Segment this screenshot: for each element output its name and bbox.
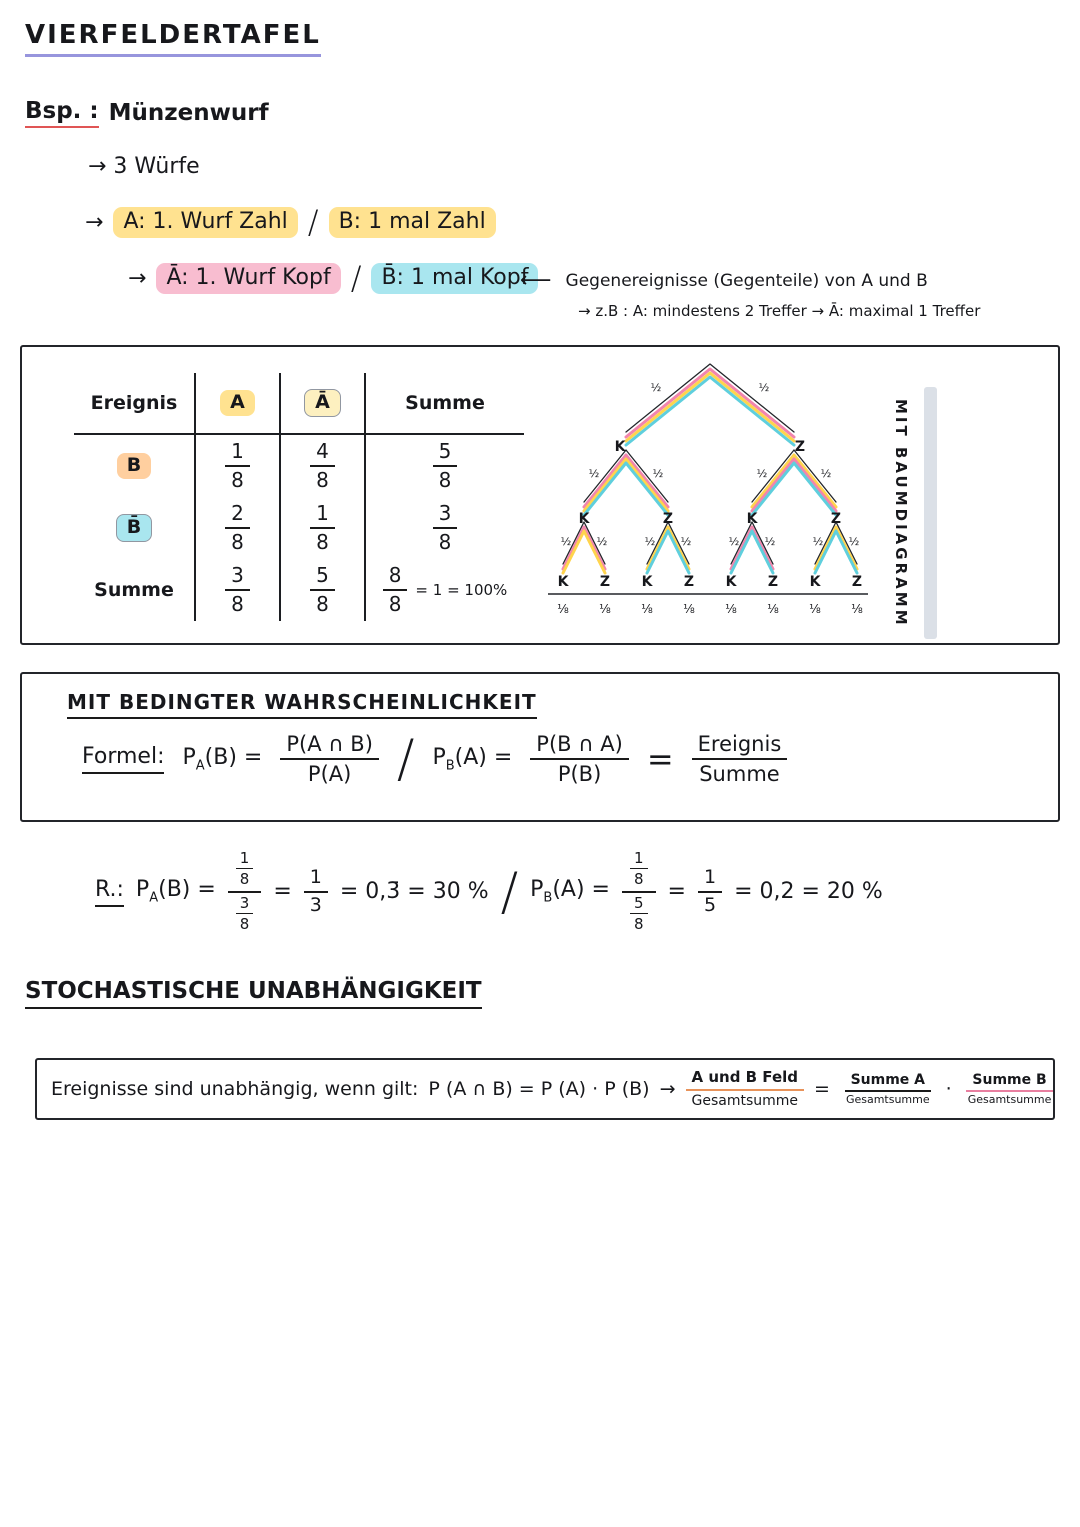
- complement-note-example: → z.B : A: mindestens 2 Treffer → Ā: maximal 1 Treffer: [578, 302, 981, 320]
- tree-leaf-prob: ⅛: [809, 602, 821, 616]
- example-label: R.:: [95, 877, 124, 907]
- independence-statement: Ereignisse sind unabhängig, wenn gilt:: [51, 1078, 419, 1100]
- tree-leaf-prob: ⅛: [557, 602, 569, 616]
- fraction-pba-over-pb: $\frac{P(B \cap A)}{P(B)}$: [530, 732, 629, 786]
- tree-node-label: Z: [794, 439, 806, 455]
- tree-leaf-label: Z: [683, 574, 695, 590]
- bsp-label: Bsp. :: [25, 98, 99, 128]
- example-heading: [25, 98, 269, 128]
- left-arrow-icon: ⟵: [520, 268, 552, 293]
- arrow-icon: →: [85, 209, 104, 235]
- tree-branch: [752, 450, 836, 515]
- tree-prob-label: ½: [820, 467, 832, 480]
- fraction-value: $\frac{1}{8}$: [310, 502, 335, 554]
- nested-fraction: $\frac{\frac{1}{8}}{\frac{5}{8}}$: [622, 850, 656, 933]
- p-a-of-b-term: $P_A(B)$ =: [135, 877, 216, 906]
- equals-sign: =: [646, 740, 674, 779]
- table-header-a: A: [194, 373, 279, 435]
- tree-leaf-label: K: [641, 574, 653, 590]
- equals-sign: =: [814, 1078, 830, 1100]
- fraction-value: $\frac{8}{8}$: [383, 564, 408, 616]
- dot-operator: ·: [945, 1078, 952, 1100]
- row-label-summe: Summe: [94, 579, 174, 601]
- row-label-bbar: B̄: [74, 497, 194, 559]
- tree-prob-label: ½: [652, 467, 664, 480]
- tree-prob-label: ½: [650, 381, 662, 394]
- event-definitions-ab: [85, 203, 496, 241]
- tree-prob-label: ½: [728, 535, 740, 548]
- conditional-formula-row: [82, 729, 787, 790]
- four-field-table-panel: [20, 345, 1060, 645]
- tree-leaf-prob: ⅛: [851, 602, 863, 616]
- p-b-of-a-term: $P_B(A)$ =: [432, 744, 513, 774]
- fraction-summe-b: $\frac{\text{Summe B}}{\text{Gesamtsumme}}$: [967, 1071, 1052, 1106]
- fraction-value: $\frac{5}{8}$: [310, 564, 335, 616]
- result-text: = 0,2 = 20 %: [734, 879, 883, 904]
- table-cell: [279, 559, 364, 621]
- table-cell: [364, 497, 524, 559]
- total-suffix: = 1 = 100%: [415, 581, 508, 599]
- tree-node-label: Z: [830, 511, 842, 527]
- tree-node-label: K: [614, 439, 626, 455]
- fraction-value: $\frac{4}{8}$: [310, 440, 335, 492]
- independence-panel: [35, 1058, 1055, 1120]
- tree-prob-label: ½: [758, 381, 770, 394]
- event-bbar-definition: B̄: 1 mal Kopf: [371, 263, 538, 294]
- tree-prob-label: ½: [848, 535, 860, 548]
- table-header-summe: Summe: [364, 373, 524, 435]
- event-abar-definition: Ā: 1. Wurf Kopf: [156, 263, 340, 294]
- bsp-title: Münzenwurf: [108, 100, 269, 126]
- table-header-abar: Ā: [279, 373, 364, 435]
- line-wuerfe: → 3 Würfe: [88, 154, 200, 179]
- complement-note: [520, 268, 928, 293]
- arrow-icon: →: [128, 265, 147, 291]
- p-b-of-a-term: $P_B(A)$ =: [530, 877, 610, 906]
- nested-fraction: $\frac{\frac{1}{8}}{\frac{3}{8}}$: [228, 850, 262, 933]
- fraction-summe-a: $\frac{\text{Summe A}}{\text{Gesamtsumme}}$: [845, 1071, 930, 1106]
- fraction-value: $\frac{3}{8}$: [433, 502, 458, 554]
- fraction-value: $\frac{3}{8}$: [225, 564, 250, 616]
- tree-prob-label: ½: [644, 535, 656, 548]
- slash-divider-icon: /: [500, 861, 519, 922]
- event-definitions-complement: [128, 259, 538, 297]
- tree-prob-label: ½: [560, 535, 572, 548]
- table-cell: [279, 435, 364, 497]
- tree-prob-label: ½: [596, 535, 608, 548]
- formel-label: Formel:: [82, 744, 164, 774]
- fraction-value: $\frac{2}{8}$: [225, 502, 250, 554]
- fraction-pab-over-pa: $\frac{P(A \cap B)}{P(A)}$: [280, 732, 379, 786]
- independence-formula: P (A ∩ B) = P (A) · P (B): [428, 1078, 650, 1100]
- tree-branch: [626, 364, 794, 445]
- p-a-of-b-term: $P_A(B)$ =: [182, 744, 263, 774]
- table-cell: [194, 559, 279, 621]
- table-cell-total: [364, 559, 524, 621]
- complement-note-text: Gegenereignisse (Gegenteile) von A und B: [565, 270, 928, 291]
- result-text: = 0,3̄ = 30 %: [339, 879, 489, 904]
- tree-side-caption: MIT BAUMDIAGRAMM: [892, 399, 910, 628]
- tree-leaf-prob: ⅛: [725, 602, 737, 616]
- tree-prob-label: ½: [812, 535, 824, 548]
- tree-diagram: [542, 355, 874, 621]
- tree-node-label: K: [746, 511, 758, 527]
- slash-divider-icon: /: [307, 203, 319, 241]
- fraction-ereignis-over-summe: $\frac{\text{Ereignis}}{\text{Summe}}$: [692, 732, 788, 786]
- slash-divider-icon: /: [350, 259, 362, 297]
- tree-leaf-label: Z: [767, 574, 779, 590]
- fraction-one-fifth: $\frac{1}{5}$: [698, 867, 722, 917]
- four-field-table: [74, 373, 524, 621]
- fraction-value: $\frac{1}{8}$: [225, 440, 250, 492]
- conditional-probability-panel: [20, 672, 1060, 822]
- table-header-ereignis: Ereignis: [74, 373, 194, 435]
- tree-prob-label: ½: [588, 467, 600, 480]
- tree-leaf-label: K: [725, 574, 737, 590]
- tree-leaf-label: Z: [599, 574, 611, 590]
- table-cell: [194, 497, 279, 559]
- grey-margin-bar: [924, 387, 937, 639]
- page-title: VIERFELDERTAFEL: [25, 20, 321, 57]
- row-label-b: B: [74, 435, 194, 497]
- tree-leaf-label: K: [557, 574, 569, 590]
- tree-node-label: Z: [662, 511, 674, 527]
- tree-leaf-prob: ⅛: [641, 602, 653, 616]
- tree-leaf-prob: ⅛: [767, 602, 779, 616]
- table-cell: [364, 435, 524, 497]
- tree-prob-label: ½: [680, 535, 692, 548]
- tree-node-label: K: [578, 511, 590, 527]
- equals-sign: =: [273, 879, 292, 904]
- tree-leaf-prob: ⅛: [683, 602, 695, 616]
- table-cell: [279, 497, 364, 559]
- section-title-independence: STOCHASTISCHE UNABHÄNGIGKEIT: [25, 978, 482, 1009]
- event-a-definition: A: 1. Wurf Zahl: [113, 207, 297, 238]
- fraction-ab-field: $\frac{\text{A und B Feld}}{\text{Gesamtsumme}}$: [685, 1069, 804, 1108]
- tree-leaf-label: Z: [851, 574, 863, 590]
- tree-branch: [584, 450, 668, 515]
- worked-example-row: [95, 850, 883, 933]
- equals-sign: =: [667, 879, 686, 904]
- event-b-definition: B: 1 mal Zahl: [329, 207, 496, 238]
- tree-prob-label: ½: [764, 535, 776, 548]
- table-cell: [194, 435, 279, 497]
- tree-prob-label: ½: [756, 467, 768, 480]
- arrow-icon: →: [659, 1078, 676, 1100]
- section-title-conditional: MIT BEDINGTER WAHRSCHEINLICHKEIT: [67, 690, 537, 719]
- fraction-one-third: $\frac{1}{3}$: [304, 867, 328, 917]
- tree-leaf-label: K: [809, 574, 821, 590]
- slash-divider-icon: /: [396, 729, 415, 790]
- fraction-value: $\frac{5}{8}$: [433, 440, 458, 492]
- tree-leaf-prob: ⅛: [599, 602, 611, 616]
